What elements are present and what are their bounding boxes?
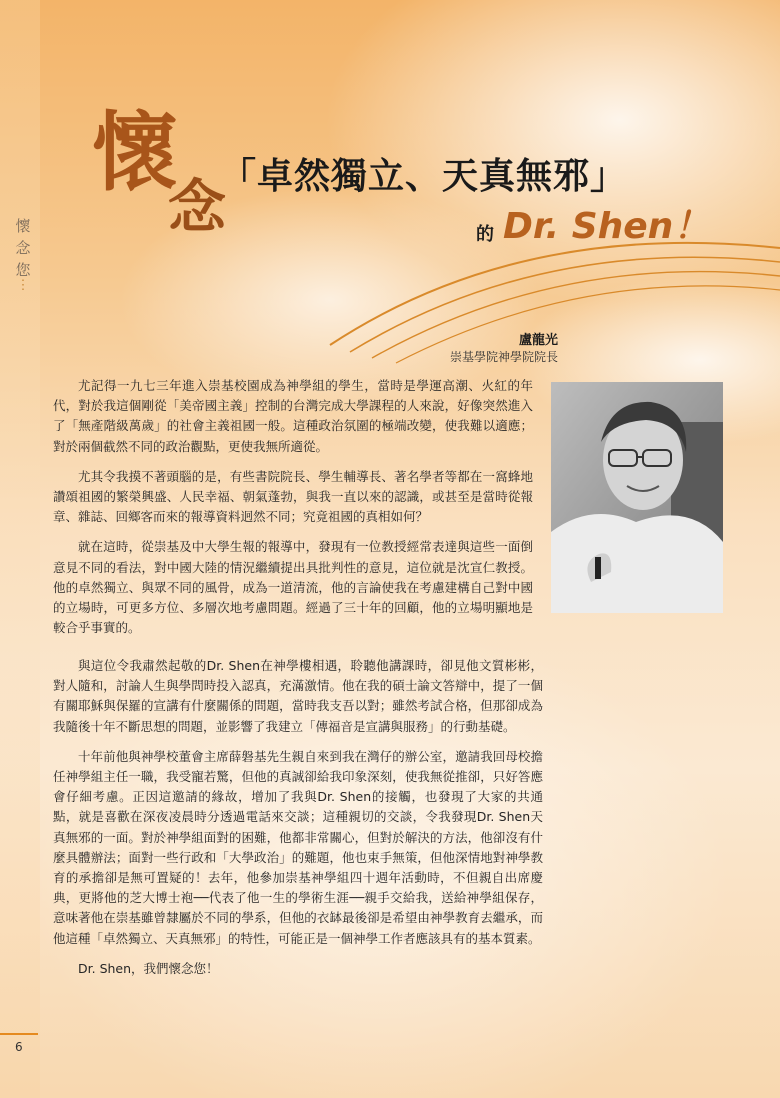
page-number: 6 (15, 1040, 23, 1054)
article-body-top (53, 376, 533, 648)
side-label-char: 念 (15, 239, 31, 257)
paragraph: Dr. Shen，我們懷念您！ (78, 960, 219, 976)
title-big-char-1: 懷 (92, 102, 178, 203)
paragraph: 就在這時，從崇基及中大學生報的報導中，發現有一位教授經常表達與這些一面倒意見不同的看法，對中國大陸的情況繼續提出具批判性的意見，這位就是沈宣仁教授。他的卓然獨立、與眾不同的風骨，成為一道清流，他的言論使我在考慮建構自己對中國的立場時，可更多方位、多層次地考慮問題。經過了三十年的回顧，他的立場明顯地是較合乎事實的。 (53, 539, 533, 636)
paragraph: 尤記得一九七三年進入崇基校園成為神學組的學生，當時是學運高潮、火紅的年代，對於我這個剛從「美帝國主義」控制的台灣完成大學課程的人來說，好像突然進入了「無產階級萬歲」的社會主義祖國一般。這種政治氛圍的極端改變，使我難以適應；對於兩個截然不同的政治觀點，更使我無所適從。 (53, 378, 533, 454)
side-label-dots: ⋮ (16, 278, 30, 293)
paragraph: 尤其令我摸不著頭腦的是，有些書院院長、學生輔導長、著名學者等都在一窩蜂地讚頌祖國的繁榮興盛、人民幸福、朝氣蓬勃，與我一直以來的認識，或甚至是當時從報章、雜誌、回鄉客而來的報導資料迥然不同；究竟祖國的真相如何？ (53, 468, 533, 525)
paragraph: 與這位令我肅然起敬的Dr. Shen在神學樓相遇，聆聽他講課時，卻見他文質彬彬，對人隨和，討論人生與學問時投入認真，充滿激情。他在我的碩士論文答辯中，提了一個有關耶穌與保羅的宣講有什麼關係的問題，當時我支吾以對；雖然考試合格，但那卻成為我隨後十年不斷思想的問題，並影響了我建立「傳福音是宣講與服務」的行動基礎。 (53, 658, 543, 734)
title-particle: 的 (476, 224, 494, 245)
side-label-char: 懷 (15, 217, 31, 235)
portrait-photo (551, 382, 723, 613)
author-name: 盧龍光 (518, 333, 558, 348)
portrait-illustration (551, 382, 723, 613)
paragraph: 十年前他與神學校董會主席薛磐基先生親自來到我在灣仔的辦公室，邀請我回母校擔任神學組主任一職，我受寵若驚，但他的真誠卻給我印象深刻，使我無從推卻，只好答應會仔細考慮。正因這邀請的緣故，增加了我與Dr. Shen的接觸，也發現了大家的共通點，就是喜歡在深夜凌晨時分透過電話來交談；這種親切的交談，令我發現Dr. Shen天真無邪的一面。對於神學組面對的困難，他都非常關心，但對於解決的方法，他卻沒有什麼具體辦法；面對一些行政和「大學政治」的難題，他也束手無策，但他深情地對神學教育的承擔卻是無可置疑的！去年，他參加崇基神學組四十週年活動時，不但親自出席慶典，更將他的芝大博士袍──代表了他一生的學術生涯──親手交給我，送給神學組保存，意味著他在崇基雖曾隸屬於不同的學系，但他的衣缽最後卻是希望由神學教育去繼承，而他這種「卓然獨立、天真無邪」的特性，可能正是一個神學工作者應該具有的基本質素。 (53, 748, 543, 946)
author-role: 崇基學院神學院院長 (449, 350, 558, 364)
article-title: 「卓然獨立、天真無邪」 (220, 155, 628, 197)
title-big-char-2: 念 (168, 173, 227, 241)
side-label-char: 您 (15, 261, 31, 279)
title-name: Dr. Shen！ (503, 206, 710, 247)
article-body-bottom (53, 656, 543, 989)
page-number-rule (0, 1033, 38, 1035)
